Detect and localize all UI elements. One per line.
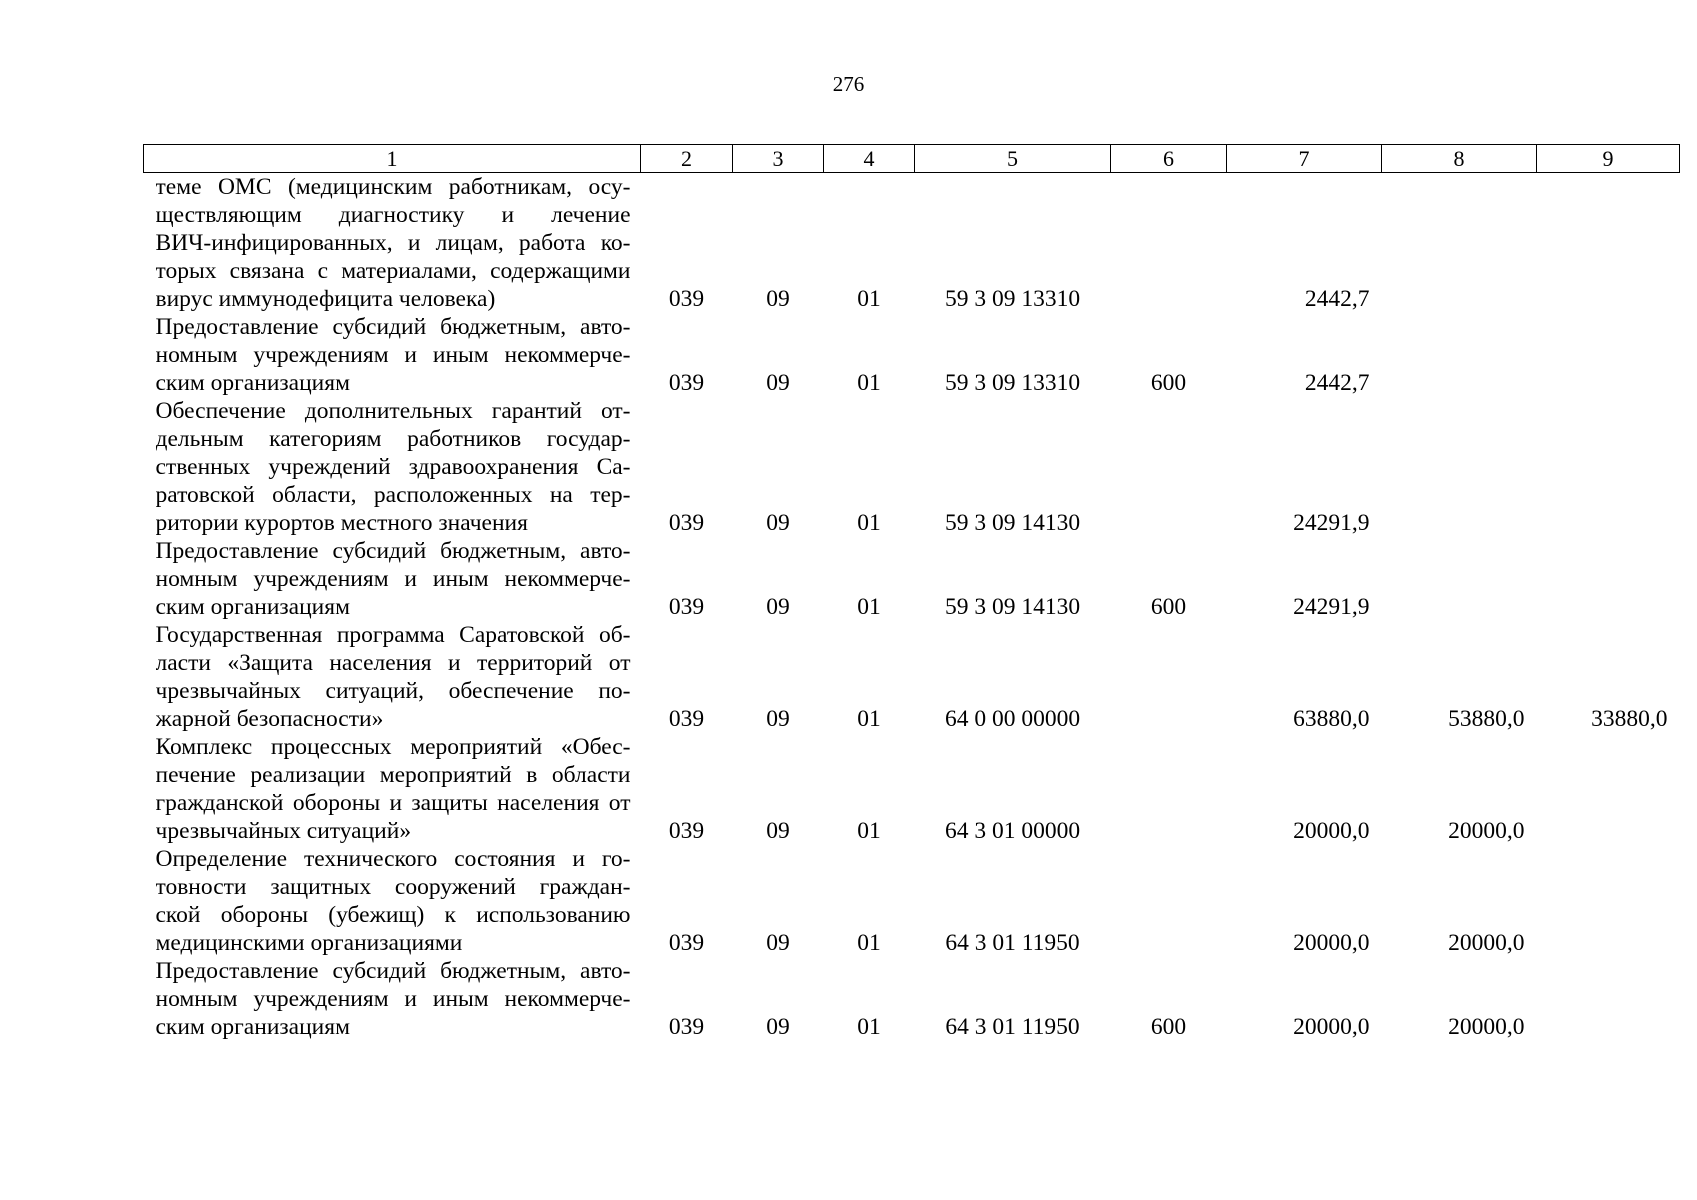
table-row — [144, 537, 1680, 621]
row-name-line: ской обороны (убежищ) к использованию — [155, 902, 631, 928]
expense-type-cell — [1111, 621, 1227, 733]
row-name-line: ществляющим диагностику и лечение — [155, 202, 631, 228]
column-header-2: 2 — [641, 145, 733, 173]
ministry-code-cell: 039 — [668, 818, 705, 844]
expense-type-cell: 600 — [1150, 594, 1187, 620]
row-name-cell — [144, 397, 641, 537]
amount-year1-cell: 2442,7 — [1304, 370, 1370, 396]
amount-year3-cell — [1537, 313, 1680, 397]
expense-type-cell — [1111, 397, 1227, 537]
amount-year2-cell: 53880,0 — [1448, 706, 1525, 732]
row-name-line: номным учреждениям и иным некоммерче- — [155, 986, 631, 1012]
column-header-4: 4 — [824, 145, 915, 173]
row-name-line: торых связана с материалами, содержащими — [155, 258, 631, 284]
amount-year2-cell — [1382, 173, 1537, 314]
column-header-5: 5 — [915, 145, 1111, 173]
table-row — [144, 957, 1680, 1041]
row-name-line: Предоставление субсидий бюджетным, авто- — [155, 958, 631, 984]
row-name-line: Комплекс процессных мероприятий «Обес- — [155, 734, 631, 760]
section-code-cell: 09 — [766, 706, 790, 732]
row-name-line: жарной безопасности» — [155, 706, 384, 732]
expense-type-cell: 600 — [1150, 1014, 1187, 1040]
target-article-cell: 59 3 09 14130 — [944, 594, 1081, 620]
section-code-cell: 09 — [766, 594, 790, 620]
budget-table — [143, 144, 1680, 1041]
ministry-code-cell: 039 — [668, 370, 705, 396]
row-name-line: ственных учреждений здравоохранения Са- — [155, 454, 631, 480]
table-row — [144, 621, 1680, 733]
amount-year3-cell — [1537, 845, 1680, 957]
amount-year1-cell: 20000,0 — [1293, 930, 1370, 956]
table-body — [144, 173, 1680, 1042]
subsection-code-cell: 01 — [857, 706, 881, 732]
target-article-cell: 59 3 09 13310 — [944, 370, 1081, 396]
table-row — [144, 313, 1680, 397]
section-code-cell: 09 — [766, 510, 790, 536]
ministry-code-cell: 039 — [668, 286, 705, 312]
amount-year1-cell: 20000,0 — [1293, 1014, 1370, 1040]
amount-year2-cell: 20000,0 — [1448, 818, 1525, 844]
row-name-line: чрезвычайных ситуаций, обеспечение по- — [155, 678, 631, 704]
row-name-line: ВИЧ-инфицированных, и лицам, работа ко- — [155, 230, 631, 256]
row-name-line: Предоставление субсидий бюджетным, авто- — [155, 538, 631, 564]
section-code-cell: 09 — [766, 930, 790, 956]
subsection-code-cell: 01 — [857, 818, 881, 844]
row-name-line: ским организациям — [155, 370, 350, 396]
amount-year2-cell: 20000,0 — [1448, 1014, 1525, 1040]
amount-year2-cell — [1382, 397, 1537, 537]
amount-year1-cell: 2442,7 — [1304, 286, 1370, 312]
row-name-line: Предоставление субсидий бюджетным, авто- — [155, 314, 631, 340]
row-name-cell — [144, 173, 641, 314]
row-name-line: ским организациям — [155, 1014, 350, 1040]
row-name-line: ласти «Защита населения и территорий от — [155, 650, 631, 676]
subsection-code-cell: 01 — [857, 594, 881, 620]
column-header-9: 9 — [1537, 145, 1680, 173]
row-name-cell — [144, 957, 641, 1041]
table-row — [144, 397, 1680, 537]
section-code-cell: 09 — [766, 370, 790, 396]
row-name-cell — [144, 733, 641, 845]
amount-year2-cell — [1382, 537, 1537, 621]
row-name-line: Обеспечение дополнительных гарантий от- — [155, 398, 631, 424]
ministry-code-cell: 039 — [668, 1014, 705, 1040]
row-name-line: Определение технического состояния и го- — [155, 846, 631, 872]
page-number: 276 — [832, 72, 865, 96]
table-row — [144, 733, 1680, 845]
row-name-line: вирус иммунодефицита человека) — [155, 286, 496, 312]
row-name-line: ратовской области, расположенных на тер- — [155, 482, 631, 508]
table-row — [144, 173, 1680, 314]
amount-year3-cell — [1537, 173, 1680, 314]
row-name-line: теме ОМС (медицинским работникам, осу- — [155, 174, 631, 200]
subsection-code-cell: 01 — [857, 1014, 881, 1040]
row-name-line: гражданской обороны и защиты населения от — [155, 790, 631, 816]
column-header-7: 7 — [1227, 145, 1382, 173]
row-name-cell — [144, 845, 641, 957]
row-name-line: товности защитных сооружений граждан- — [155, 874, 631, 900]
amount-year3-cell — [1537, 397, 1680, 537]
subsection-code-cell: 01 — [857, 286, 881, 312]
row-name-line: ским организациям — [155, 594, 350, 620]
row-name-line: номным учреждениям и иным некоммерче- — [155, 342, 631, 368]
amount-year1-cell: 63880,0 — [1293, 706, 1370, 732]
expense-type-cell — [1111, 173, 1227, 314]
target-article-cell: 64 3 01 11950 — [945, 1014, 1080, 1040]
subsection-code-cell: 01 — [857, 930, 881, 956]
target-article-cell: 59 3 09 14130 — [944, 510, 1081, 536]
amount-year2-cell: 20000,0 — [1448, 930, 1525, 956]
row-name-line: медицинскими организациями — [155, 930, 463, 956]
section-code-cell: 09 — [766, 286, 790, 312]
section-code-cell: 09 — [766, 818, 790, 844]
row-name-line: ритории курортов местного значения — [155, 510, 528, 536]
target-article-cell: 64 0 00 00000 — [944, 706, 1081, 732]
table-header — [144, 145, 1680, 173]
amount-year3-cell: 33880,0 — [1591, 706, 1668, 732]
ministry-code-cell: 039 — [668, 930, 705, 956]
amount-year1-cell: 20000,0 — [1293, 818, 1370, 844]
row-name-line: Государственная программа Саратовской об- — [155, 622, 631, 648]
subsection-code-cell: 01 — [857, 370, 881, 396]
target-article-cell: 59 3 09 13310 — [944, 286, 1081, 312]
ministry-code-cell: 039 — [668, 706, 705, 732]
subsection-code-cell: 01 — [857, 510, 881, 536]
column-header-1: 1 — [144, 145, 641, 173]
amount-year1-cell: 24291,9 — [1293, 510, 1370, 536]
amount-year3-cell — [1537, 537, 1680, 621]
expense-type-cell — [1111, 845, 1227, 957]
row-name-line: дельным категориям работников государ- — [155, 426, 631, 452]
row-name-cell — [144, 621, 641, 733]
target-article-cell: 64 3 01 11950 — [945, 930, 1080, 956]
amount-year3-cell — [1537, 957, 1680, 1041]
row-name-line: номным учреждениям и иным некоммерче- — [155, 566, 631, 592]
column-header-3: 3 — [733, 145, 824, 173]
ministry-code-cell: 039 — [668, 510, 705, 536]
amount-year2-cell — [1382, 313, 1537, 397]
column-header-8: 8 — [1382, 145, 1537, 173]
table-row — [144, 845, 1680, 957]
row-name-line: печение реализации мероприятий в области — [155, 762, 631, 788]
row-name-cell — [144, 313, 641, 397]
column-header-6: 6 — [1111, 145, 1227, 173]
row-name-cell — [144, 537, 641, 621]
amount-year3-cell — [1537, 733, 1680, 845]
expense-type-cell: 600 — [1150, 370, 1187, 396]
section-code-cell: 09 — [766, 1014, 790, 1040]
expense-type-cell — [1111, 733, 1227, 845]
ministry-code-cell: 039 — [668, 594, 705, 620]
amount-year1-cell: 24291,9 — [1293, 594, 1370, 620]
target-article-cell: 64 3 01 00000 — [944, 818, 1081, 844]
row-name-line: чрезвычайных ситуаций» — [155, 818, 412, 844]
